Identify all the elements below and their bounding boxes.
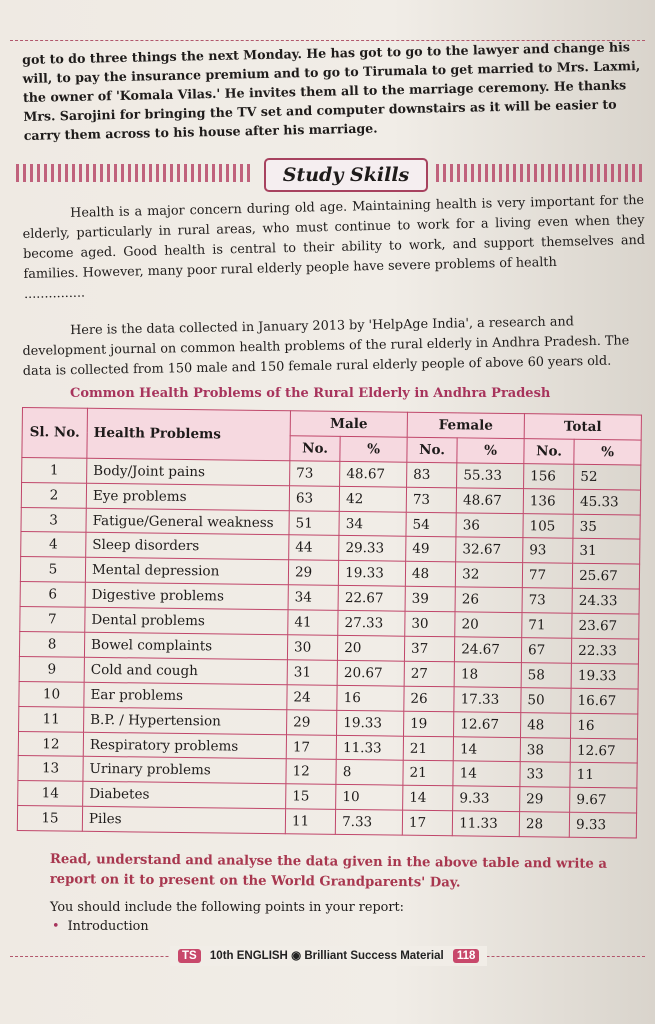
cell-male-pct: 11.33 xyxy=(336,735,403,761)
cell-female-pct: 12.67 xyxy=(454,711,521,737)
cell-total-pct: 35 xyxy=(573,514,640,540)
cell-problem: Fatigue/General weakness xyxy=(86,508,289,535)
cell-total-pct: 23.67 xyxy=(572,613,639,639)
cell-male-pct: 8 xyxy=(336,760,403,786)
cell-female-pct: 24.67 xyxy=(455,637,522,663)
cell-female-pct: 32 xyxy=(456,562,523,588)
cell-total-no: 77 xyxy=(522,563,572,589)
cell-total-pct: 16.67 xyxy=(571,688,638,714)
header-male-pct: % xyxy=(340,436,407,462)
points-intro: You should include the following points in your report: xyxy=(50,900,404,915)
header-health-problems: Health Problems xyxy=(87,408,291,460)
cell-total-pct: 9.67 xyxy=(570,788,637,814)
cell-problem: Dental problems xyxy=(85,607,288,634)
cell-male-no: 12 xyxy=(286,759,336,785)
cell-total-no: 28 xyxy=(519,812,569,838)
header-sl-no: Sl. No. xyxy=(22,408,88,459)
cell-total-no: 67 xyxy=(521,638,571,664)
cell-sl: 7 xyxy=(20,607,85,633)
cell-problem: Digestive problems xyxy=(85,583,288,610)
cell-total-no: 48 xyxy=(520,712,570,738)
cell-sl: 5 xyxy=(20,557,85,583)
header-total-no: No. xyxy=(524,439,574,465)
cell-female-pct: 11.33 xyxy=(452,811,519,837)
cell-female-no: 26 xyxy=(404,686,454,712)
cell-female-pct: 26 xyxy=(455,587,522,613)
cell-problem: Sleep disorders xyxy=(86,533,289,560)
ellipsis-dots: ............... xyxy=(23,285,86,302)
cell-total-no: 71 xyxy=(522,613,572,639)
cell-female-pct: 36 xyxy=(456,512,523,538)
cell-problem: Piles xyxy=(82,807,285,834)
cell-male-pct: 16 xyxy=(337,685,404,711)
intro-paragraph: got to do three things the next Monday. He has got to go to the lawyer and change his will, to pay the insurance premium and to go to Tirumala to get married to Mrs. Laxmi, the owner of 'Komala Vilas.' He invites them all to the marriage ceremony. He thanks Mrs. Sarojini for bringing the TV set and computer downstairs as it will be easier to carry them across to his house after his marriage. xyxy=(22,39,641,143)
cell-male-no: 63 xyxy=(289,485,339,511)
cell-male-no: 30 xyxy=(287,635,337,661)
cell-female-pct: 48.67 xyxy=(456,487,523,513)
cell-male-no: 44 xyxy=(289,535,339,561)
cell-female-pct: 20 xyxy=(455,612,522,638)
cell-sl: 14 xyxy=(18,781,83,807)
section-title: Study Skills xyxy=(264,158,428,192)
cell-total-no: 38 xyxy=(520,737,570,763)
bullet-icon: • xyxy=(52,919,60,934)
cell-sl: 13 xyxy=(18,756,83,782)
list-item xyxy=(50,917,404,936)
cell-female-pct: 32.67 xyxy=(456,537,523,563)
page-footer xyxy=(10,946,645,966)
cell-female-pct: 18 xyxy=(454,662,521,688)
cell-male-pct: 27.33 xyxy=(338,611,405,637)
cell-female-no: 27 xyxy=(404,661,454,687)
cell-total-pct: 45.33 xyxy=(573,489,640,515)
point-label: Introduction xyxy=(67,919,149,934)
data-source-paragraph xyxy=(22,311,645,382)
cell-problem: Diabetes xyxy=(83,782,286,809)
page-number: 118 xyxy=(453,949,480,963)
cell-sl: 8 xyxy=(19,632,84,658)
cell-sl: 12 xyxy=(18,731,83,757)
cell-total-no: 58 xyxy=(521,663,571,689)
cell-female-no: 21 xyxy=(403,761,453,787)
cell-male-no: 31 xyxy=(287,660,337,686)
cell-total-pct: 11 xyxy=(570,763,637,789)
cell-total-no: 50 xyxy=(521,687,571,713)
cell-female-pct: 17.33 xyxy=(454,687,521,713)
cell-female-no: 37 xyxy=(404,636,454,662)
cell-sl: 10 xyxy=(19,681,84,707)
cell-sl: 2 xyxy=(21,482,86,508)
cell-male-no: 41 xyxy=(288,610,338,636)
cell-male-no: 51 xyxy=(289,510,339,536)
header-female-no: No. xyxy=(407,437,457,463)
cell-sl: 6 xyxy=(20,582,85,608)
cell-total-no: 33 xyxy=(520,762,570,788)
cell-total-pct: 25.67 xyxy=(572,564,639,590)
cell-male-no: 15 xyxy=(286,784,336,810)
cell-problem: B.P. / Hypertension xyxy=(84,707,287,734)
cell-total-pct: 22.33 xyxy=(572,638,639,664)
cell-female-pct: 14 xyxy=(453,736,520,762)
header-female: Female xyxy=(407,412,524,438)
cell-male-pct: 20 xyxy=(338,635,405,661)
cell-female-no: 73 xyxy=(406,487,456,513)
cell-total-no: 73 xyxy=(522,588,572,614)
cell-female-no: 14 xyxy=(403,786,453,812)
header-female-pct: % xyxy=(457,438,524,464)
cell-male-pct: 29.33 xyxy=(339,536,406,562)
header-total: Total xyxy=(524,414,641,440)
state-badge: TS xyxy=(178,949,201,963)
footer-separator-icon: ◉ xyxy=(291,950,302,962)
cell-total-pct: 12.67 xyxy=(570,738,637,764)
cell-female-no: 21 xyxy=(403,736,453,762)
cell-problem: Cold and cough xyxy=(84,657,287,684)
cell-male-pct: 7.33 xyxy=(335,810,402,836)
cell-sl: 4 xyxy=(21,532,86,558)
footer-book: Brilliant Success Material xyxy=(304,950,444,962)
cell-sl: 1 xyxy=(22,457,87,483)
cell-male-pct: 10 xyxy=(336,785,403,811)
cell-total-pct: 31 xyxy=(573,539,640,565)
cell-total-no: 156 xyxy=(524,463,574,489)
health-paragraph-text: Health is a major concern during old age. Maintaining health is very important for the elderly, particularly in rural areas, who must continue to work for a living even when they become aged. Good health is central to their ability to work, and support themselves and families. However, many poor rural elderly people have severe problems of health xyxy=(22,192,646,282)
cell-female-no: 49 xyxy=(406,537,456,563)
cell-problem: Eye problems xyxy=(86,483,289,510)
cell-male-pct: 19.33 xyxy=(337,710,404,736)
cell-sl: 11 xyxy=(19,706,84,732)
cell-female-pct: 9.33 xyxy=(453,786,520,812)
cell-male-pct: 48.67 xyxy=(340,461,407,487)
cell-sl: 3 xyxy=(21,507,86,533)
cell-problem: Body/Joint pains xyxy=(87,458,290,485)
cell-problem: Ear problems xyxy=(84,682,287,709)
header-male-no: No. xyxy=(290,436,340,462)
cell-total-no: 93 xyxy=(523,538,573,564)
cell-male-pct: 42 xyxy=(339,486,406,512)
header-male: Male xyxy=(290,411,407,437)
cell-male-no: 29 xyxy=(288,560,338,586)
cell-male-no: 29 xyxy=(287,709,337,735)
cell-female-pct: 55.33 xyxy=(457,463,524,489)
cell-female-no: 39 xyxy=(405,586,455,612)
instruction-text: Read, understand and analyse the data given in the above table and write a report on it to present on the World Grandparents' Day. xyxy=(49,851,608,891)
cell-female-no: 48 xyxy=(405,562,455,588)
cell-problem: Bowel complaints xyxy=(84,632,287,659)
header-total-pct: % xyxy=(574,439,641,465)
cell-total-no: 29 xyxy=(520,787,570,813)
cell-sl: 15 xyxy=(17,806,82,832)
cell-female-no: 19 xyxy=(403,711,453,737)
banner-stripes-left xyxy=(16,164,250,182)
cell-total-pct: 9.33 xyxy=(569,812,636,838)
footer-label xyxy=(170,946,487,966)
cell-male-no: 34 xyxy=(288,585,338,611)
table-title: Common Health Problems of the Rural Elderly in Andhra Pradesh xyxy=(70,386,551,401)
cell-male-no: 11 xyxy=(285,809,335,835)
cell-total-pct: 16 xyxy=(571,713,638,739)
cell-female-no: 17 xyxy=(402,810,452,836)
study-skills-banner xyxy=(16,158,646,188)
cell-male-no: 73 xyxy=(290,461,340,487)
data-source-text: Here is the data collected in January 2013 by 'HelpAge India', a research and development journal on common health problems of the rural elderly in Andhra Pradesh. The data is collected from 150 male and 150 female rural elderly people of above 60 years old. xyxy=(22,314,630,379)
cell-male-pct: 34 xyxy=(339,511,406,537)
cell-male-pct: 19.33 xyxy=(339,561,406,587)
cell-female-no: 30 xyxy=(405,611,455,637)
cell-male-pct: 22.67 xyxy=(338,586,405,612)
cell-male-no: 24 xyxy=(287,685,337,711)
footer-subject: 10th ENGLISH xyxy=(209,950,288,962)
cell-problem: Mental depression xyxy=(85,558,288,585)
health-problems-table xyxy=(17,407,642,839)
cell-problem: Urinary problems xyxy=(83,757,286,784)
cell-total-no: 105 xyxy=(523,513,573,539)
cell-male-no: 17 xyxy=(286,734,336,760)
cell-total-pct: 24.33 xyxy=(572,588,639,614)
cell-total-pct: 19.33 xyxy=(571,663,638,689)
cell-male-pct: 20.67 xyxy=(337,660,404,686)
report-points xyxy=(50,898,404,936)
cell-sl: 9 xyxy=(19,656,84,682)
cell-total-pct: 52 xyxy=(574,464,641,490)
banner-stripes-right xyxy=(436,164,646,182)
health-paragraph xyxy=(22,191,646,305)
cell-female-no: 54 xyxy=(406,512,456,538)
cell-female-pct: 14 xyxy=(453,761,520,787)
cell-female-no: 83 xyxy=(407,462,457,488)
cell-problem: Respiratory problems xyxy=(83,732,286,759)
cell-total-no: 136 xyxy=(523,488,573,514)
